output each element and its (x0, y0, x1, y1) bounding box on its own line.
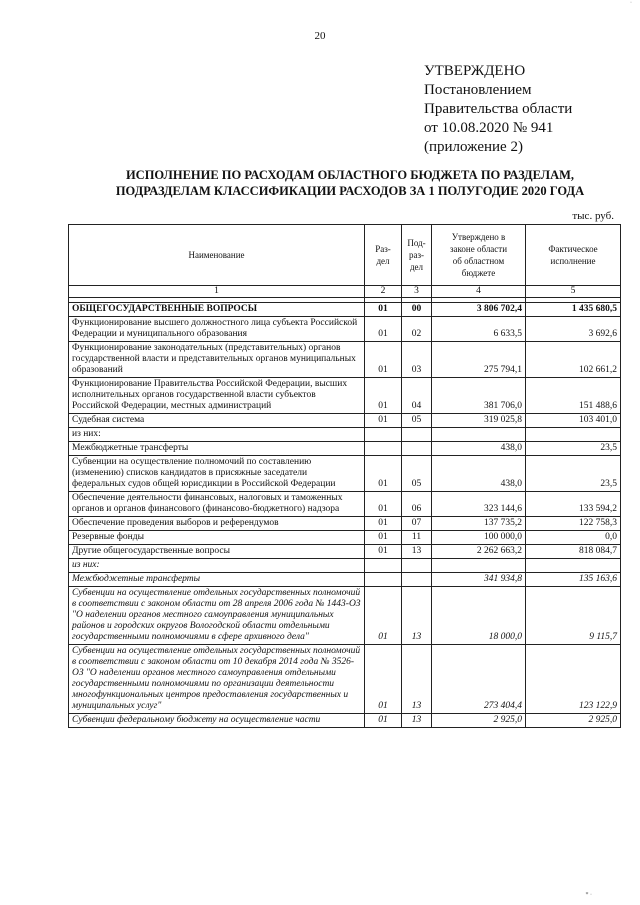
row-name: Субвенции на осуществление полномочий по составлению (изменению) списков кандидатов в присяжные заседатели федеральных судов общей юрисдикции в Российской Федерации (69, 456, 365, 492)
title-line: ПОДРАЗДЕЛАМ КЛАССИФИКАЦИИ РАСХОДОВ ЗА 1 ПОЛУГОДИЕ 2020 ГОДА (115, 184, 585, 198)
row-subsection: 03 (402, 342, 432, 378)
row-actual: 23,5 (526, 456, 621, 492)
row-approved: 323 144,6 (432, 492, 526, 517)
row-section: 01 (365, 531, 402, 545)
header-subsection: Под- раз- дел (402, 225, 432, 286)
row-actual: 151 488,6 (526, 378, 621, 414)
column-numbers-row (69, 286, 621, 298)
row-name: Обеспечение деятельности финансовых, налоговых и таможенных органов и органов финансового (финансово-бюджетного) надзора (69, 492, 365, 517)
approval-line: УТВЕРЖДЕНО (424, 63, 526, 79)
row-name: Обеспечение проведения выборов и референдумов (69, 517, 365, 531)
row-approved (432, 428, 526, 442)
row-actual (526, 428, 621, 442)
row-approved: 137 735,2 (432, 517, 526, 531)
row-subsection: 00 (402, 303, 432, 317)
table-row (69, 303, 621, 317)
row-subsection: 06 (402, 492, 432, 517)
scan-artifact-mark: * · (585, 892, 592, 898)
row-name: из них: (69, 559, 365, 573)
row-section: 01 (365, 645, 402, 714)
row-actual: 122 758,3 (526, 517, 621, 531)
row-subsection: 05 (402, 456, 432, 492)
table-row (69, 317, 621, 342)
row-name: Субвенции на осуществление отдельных государственных полномочий в соответствии с законом области от 10 декабря 2014 года № 3526-ОЗ "О наделении органов местного самоуправления отдельными государственными полномочиями по организации деятельности многофункциональных центров предоставления государственных и муниципальных услуг" (69, 645, 365, 714)
row-subsection: 13 (402, 587, 432, 645)
header-actual: Фактическое исполнение (526, 225, 621, 286)
row-section: 01 (365, 492, 402, 517)
table-row (69, 442, 621, 456)
row-subsection: 07 (402, 517, 432, 531)
row-section (365, 442, 402, 456)
approval-line: Правительства области (424, 101, 573, 117)
table-row (69, 414, 621, 428)
row-actual (526, 559, 621, 573)
column-number: 3 (402, 286, 432, 298)
row-approved: 438,0 (432, 456, 526, 492)
row-name: Субвенции федеральному бюджету на осуществление части (69, 714, 365, 728)
approval-stamp (424, 62, 572, 157)
row-subsection (402, 442, 432, 456)
table-row (69, 456, 621, 492)
row-name: Функционирование высшего должностного лица субъекта Российской Федерации и муниципального образования (69, 317, 365, 342)
row-subsection: 13 (402, 545, 432, 559)
units-label: тыс. руб. (572, 210, 614, 222)
column-number: 5 (526, 286, 621, 298)
row-subsection (402, 573, 432, 587)
table-body (69, 303, 621, 728)
row-actual: 102 661,2 (526, 342, 621, 378)
document-title (60, 167, 640, 199)
row-actual: 1 435 680,5 (526, 303, 621, 317)
approval-line: (приложение 2) (424, 139, 523, 155)
budget-table (68, 224, 621, 728)
row-approved: 100 000,0 (432, 531, 526, 545)
row-name: Судебная система (69, 414, 365, 428)
row-subsection: 11 (402, 531, 432, 545)
row-section: 01 (365, 714, 402, 728)
row-approved: 18 000,0 (432, 587, 526, 645)
row-name: Межбюджетные трансферты (69, 573, 365, 587)
table-row (69, 714, 621, 728)
row-name: Резервные фонды (69, 531, 365, 545)
column-number: 4 (432, 286, 526, 298)
row-section (365, 573, 402, 587)
row-actual: 0,0 (526, 531, 621, 545)
table-row (69, 531, 621, 545)
row-approved: 319 025,8 (432, 414, 526, 428)
row-actual: 9 115,7 (526, 587, 621, 645)
row-section: 01 (365, 378, 402, 414)
row-approved: 6 633,5 (432, 317, 526, 342)
table-row (69, 428, 621, 442)
row-section (365, 559, 402, 573)
row-name: Субвенции на осуществление отдельных государственных полномочий в соответствии с законом области от 28 апреля 2006 года № 1443-ОЗ "О наделении органов местного самоуправления муниципальных районов и городских округов Вологодской области отдельными государственными полномочиями в сфере архивного дела" (69, 587, 365, 645)
row-approved: 3 806 702,4 (432, 303, 526, 317)
row-approved: 275 794,1 (432, 342, 526, 378)
row-name: Функционирование Правительства Российской Федерации, высших исполнительных органов государственной власти субъектов Российской Федерации, местных администраций (69, 378, 365, 414)
row-section: 01 (365, 587, 402, 645)
row-subsection: 13 (402, 714, 432, 728)
table-row (69, 559, 621, 573)
row-approved: 438,0 (432, 442, 526, 456)
row-section: 01 (365, 303, 402, 317)
approval-line: от 10.08.2020 № 941 (424, 120, 554, 136)
row-subsection (402, 428, 432, 442)
row-actual: 135 163,6 (526, 573, 621, 587)
row-approved: 381 706,0 (432, 378, 526, 414)
header-row (69, 225, 621, 286)
row-name: ОБЩЕГОСУДАРСТВЕННЫЕ ВОПРОСЫ (69, 303, 365, 317)
header-section: Раз- дел (365, 225, 402, 286)
table-row (69, 378, 621, 414)
row-name: из них: (69, 428, 365, 442)
table-row (69, 342, 621, 378)
row-actual: 23,5 (526, 442, 621, 456)
approval-line: Постановлением (424, 82, 532, 98)
row-subsection: 04 (402, 378, 432, 414)
row-actual: 103 401,0 (526, 414, 621, 428)
row-section (365, 428, 402, 442)
row-name: Функционирование законодательных (представительных) органов государственной власти и представительных органов муниципальных образований (69, 342, 365, 378)
row-section: 01 (365, 414, 402, 428)
table-row (69, 492, 621, 517)
row-approved: 341 934,8 (432, 573, 526, 587)
row-approved: 2 262 663,2 (432, 545, 526, 559)
row-section: 01 (365, 456, 402, 492)
header-name: Наименование (69, 225, 365, 286)
header-approved: Утверждено в законе области об областном бюджете (432, 225, 526, 286)
column-number: 1 (69, 286, 365, 298)
table-row (69, 517, 621, 531)
row-name: Межбюджетные трансферты (69, 442, 365, 456)
row-actual: 123 122,9 (526, 645, 621, 714)
title-line: ИСПОЛНЕНИЕ ПО РАСХОДАМ ОБЛАСТНОГО БЮДЖЕТА ПО РАЗДЕЛАМ, (125, 168, 575, 182)
row-approved: 273 404,4 (432, 645, 526, 714)
row-actual: 2 925,0 (526, 714, 621, 728)
row-actual: 818 084,7 (526, 545, 621, 559)
column-number: 2 (365, 286, 402, 298)
row-section: 01 (365, 317, 402, 342)
row-section: 01 (365, 342, 402, 378)
table-row (69, 645, 621, 714)
row-subsection: 02 (402, 317, 432, 342)
page-number: 20 (314, 30, 326, 42)
row-name: Другие общегосударственные вопросы (69, 545, 365, 559)
row-subsection (402, 559, 432, 573)
table-row (69, 573, 621, 587)
row-approved: 2 925,0 (432, 714, 526, 728)
table-row (69, 545, 621, 559)
row-approved (432, 559, 526, 573)
row-section: 01 (365, 545, 402, 559)
scan-corner-mark: · (630, 0, 632, 6)
row-actual: 133 594,2 (526, 492, 621, 517)
row-subsection: 05 (402, 414, 432, 428)
table-row (69, 587, 621, 645)
row-section: 01 (365, 517, 402, 531)
row-subsection: 13 (402, 645, 432, 714)
row-actual: 3 692,6 (526, 317, 621, 342)
